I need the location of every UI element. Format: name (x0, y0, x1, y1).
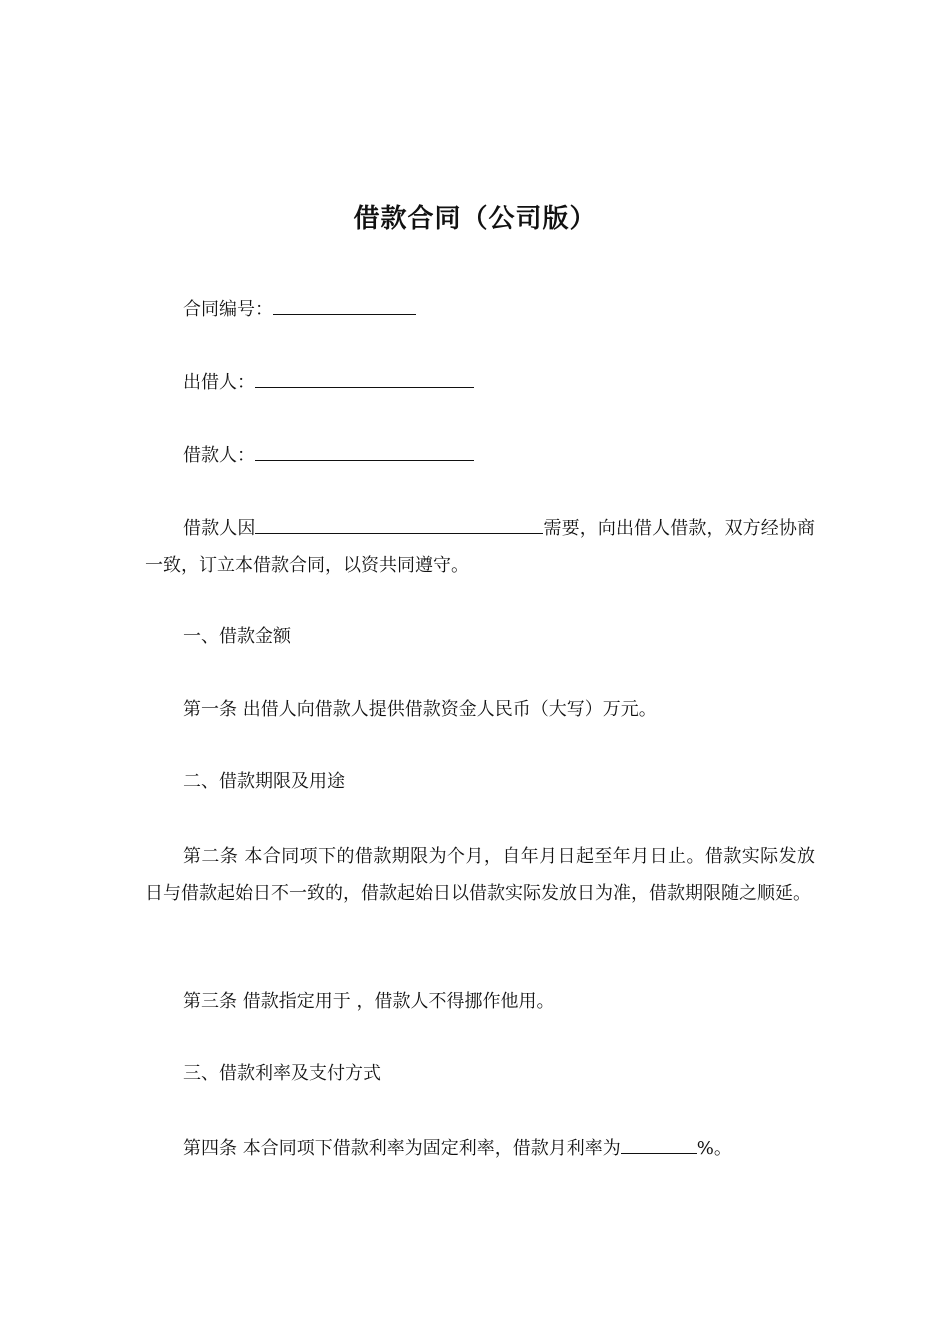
article-4 (183, 1131, 732, 1164)
lender-line (183, 365, 474, 398)
monthly-rate-blank[interactable] (621, 1131, 697, 1154)
loan-purpose-blank[interactable] (255, 513, 543, 534)
section-3-heading: 三、借款利率及支付方式 (183, 1063, 381, 1084)
article-1: 第一条 出借人向借款人提供借款资金人民币（大写）万元。 (183, 699, 657, 720)
section-2-heading: 二、借款期限及用途 (183, 771, 345, 792)
borrower-blank[interactable] (255, 438, 474, 461)
article-4-suffix: %。 (696, 1138, 732, 1159)
article-2: 第二条 本合同项下的借款期限为个月，自年月日起至年月日止。借款实际发放日与借款起始日不一致的，借款起始日以借款实际发放日为准，借款期限随之顺延。 (145, 846, 815, 904)
contract-number-blank[interactable] (273, 292, 416, 315)
borrower-line (183, 438, 474, 471)
intro-paragraph (145, 510, 815, 584)
article-3: 第三条 借款指定用于 ，借款人不得挪作他用。 (183, 991, 555, 1012)
intro-suffix: 需要，向出借人借款，双方经协商一致，订立本借款合同，以资共同遵守。 (145, 518, 815, 576)
borrower-label: 借款人： (183, 445, 255, 466)
lender-label: 出借人： (183, 372, 255, 393)
contract-number-line (183, 292, 416, 325)
lender-blank[interactable] (255, 365, 474, 388)
intro-prefix: 借款人因 (183, 518, 256, 539)
contract-number-label: 合同编号： (183, 299, 273, 320)
article-4-prefix: 第四条 本合同项下借款利率为固定利率，借款月利率为 (183, 1138, 621, 1159)
document-title: 借款合同（公司版） (353, 204, 597, 234)
section-1-heading: 一、借款金额 (183, 626, 291, 647)
